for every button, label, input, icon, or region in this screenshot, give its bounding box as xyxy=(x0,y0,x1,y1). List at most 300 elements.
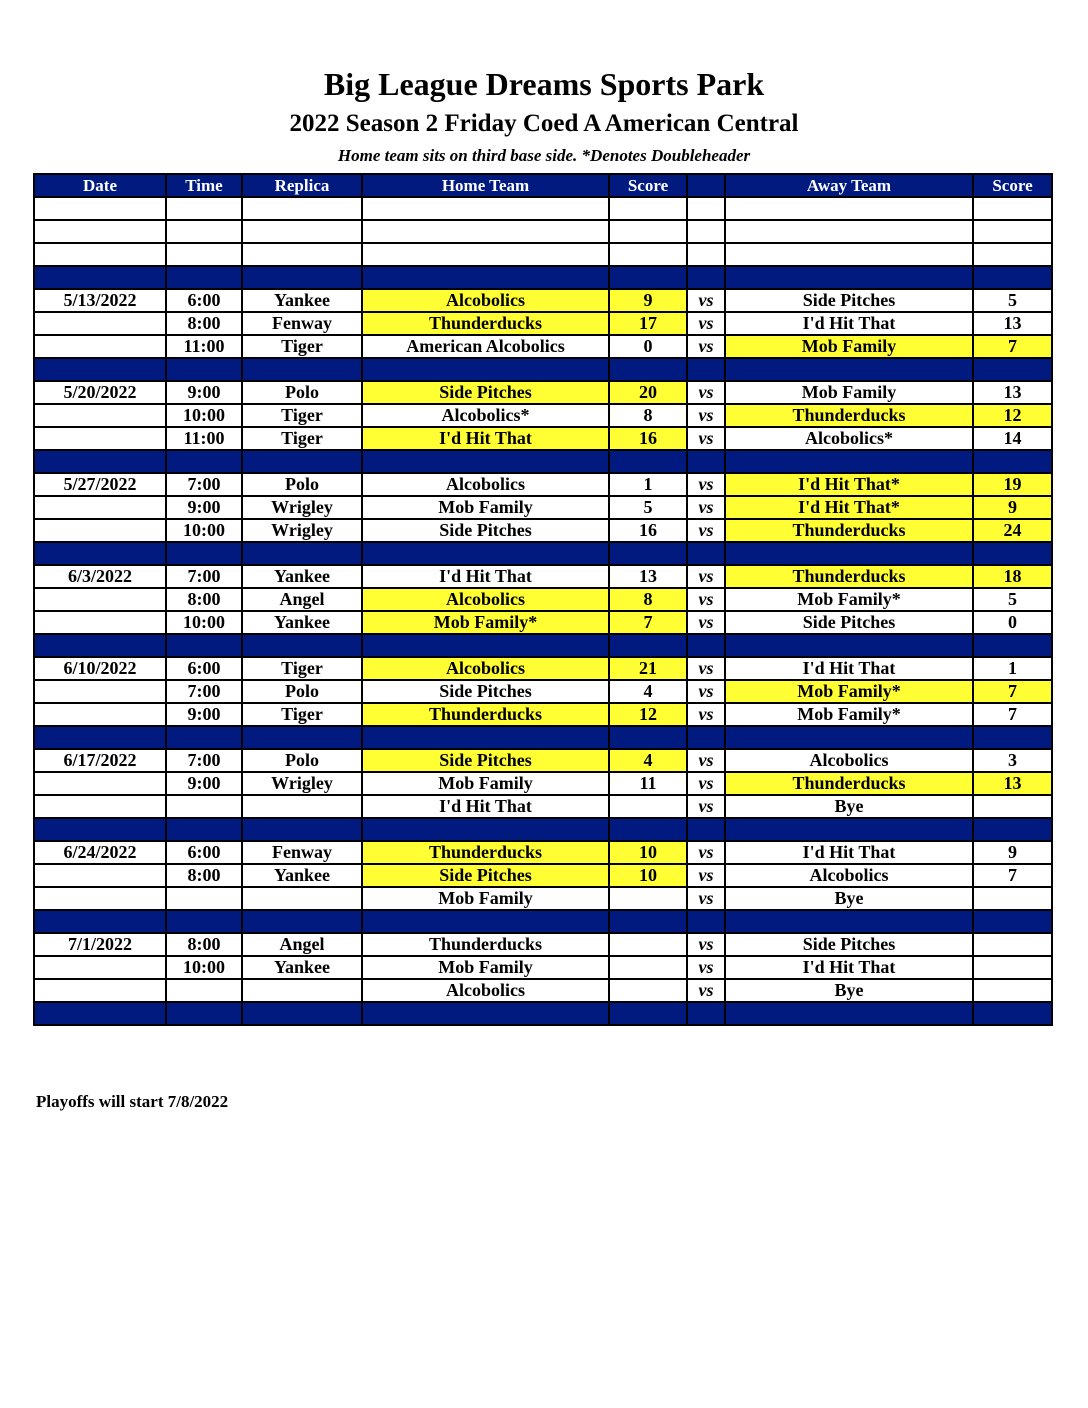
week-separator-row xyxy=(34,450,1052,473)
game-row xyxy=(34,289,1052,312)
date-cell xyxy=(34,1002,166,1025)
away-team-cell: Mob Family* xyxy=(725,680,973,703)
away-team-cell: Thunderducks xyxy=(725,565,973,588)
away-team-cell: I'd Hit That xyxy=(725,312,973,335)
time-cell: 10:00 xyxy=(166,404,242,427)
game-row xyxy=(34,749,1052,772)
away-team-cell: Mob Family xyxy=(725,381,973,404)
schedule-body xyxy=(34,197,1052,1025)
time-cell: 10:00 xyxy=(166,956,242,979)
vs-cell: vs xyxy=(687,795,725,818)
away-score-cell xyxy=(973,450,1052,473)
vs-cell: vs xyxy=(687,519,725,542)
away-team-cell: Alcobolics* xyxy=(725,427,973,450)
vs-cell: vs xyxy=(687,496,725,519)
game-row xyxy=(34,381,1052,404)
home-team-cell: Alcobolics xyxy=(362,657,609,680)
vs-cell xyxy=(687,634,725,657)
replica-cell xyxy=(242,634,362,657)
home-score-cell xyxy=(609,818,687,841)
date-cell xyxy=(34,979,166,1002)
week-separator-row xyxy=(34,634,1052,657)
away-team-cell: I'd Hit That xyxy=(725,956,973,979)
game-row xyxy=(34,887,1052,910)
time-cell xyxy=(166,910,242,933)
vs-cell: vs xyxy=(687,887,725,910)
home-score-cell xyxy=(609,887,687,910)
replica-cell xyxy=(242,220,362,243)
vs-cell: vs xyxy=(687,749,725,772)
home-team-cell: Thunderducks xyxy=(362,703,609,726)
away-score-cell xyxy=(973,634,1052,657)
home-score-cell xyxy=(609,542,687,565)
home-team-cell xyxy=(362,726,609,749)
vs-cell: vs xyxy=(687,703,725,726)
home-team-cell: Side Pitches xyxy=(362,381,609,404)
date-cell xyxy=(34,795,166,818)
replica-cell xyxy=(242,910,362,933)
away-score-cell xyxy=(973,887,1052,910)
home-team-cell xyxy=(362,910,609,933)
home-team-cell: Side Pitches xyxy=(362,680,609,703)
home-score-cell: 10 xyxy=(609,864,687,887)
time-cell: 8:00 xyxy=(166,864,242,887)
vs-cell: vs xyxy=(687,289,725,312)
home-score-cell: 16 xyxy=(609,519,687,542)
game-row xyxy=(34,335,1052,358)
home-score-cell xyxy=(609,726,687,749)
away-score-cell: 7 xyxy=(973,864,1052,887)
time-cell xyxy=(166,1002,242,1025)
replica-cell: Yankee xyxy=(242,565,362,588)
date-cell xyxy=(34,726,166,749)
away-team-cell xyxy=(725,910,973,933)
date-cell xyxy=(34,956,166,979)
home-score-cell: 16 xyxy=(609,427,687,450)
game-row xyxy=(34,588,1052,611)
away-score-cell: 12 xyxy=(973,404,1052,427)
time-cell: 7:00 xyxy=(166,749,242,772)
away-team-cell: Side Pitches xyxy=(725,611,973,634)
away-team-cell: Alcobolics xyxy=(725,749,973,772)
date-cell xyxy=(34,358,166,381)
date-cell xyxy=(34,542,166,565)
home-team-cell: Mob Family xyxy=(362,496,609,519)
vs-cell: vs xyxy=(687,381,725,404)
game-row xyxy=(34,312,1052,335)
away-team-cell xyxy=(725,197,973,220)
home-score-cell xyxy=(609,197,687,220)
away-score-cell xyxy=(973,266,1052,289)
time-cell: 10:00 xyxy=(166,519,242,542)
replica-cell: Fenway xyxy=(242,312,362,335)
away-team-cell: Alcobolics xyxy=(725,864,973,887)
away-score-cell: 9 xyxy=(973,841,1052,864)
game-row xyxy=(34,841,1052,864)
away-team-cell: Thunderducks xyxy=(725,772,973,795)
away-team-cell xyxy=(725,450,973,473)
time-cell: 11:00 xyxy=(166,335,242,358)
date-cell xyxy=(34,634,166,657)
replica-cell: Angel xyxy=(242,588,362,611)
away-score-cell xyxy=(973,542,1052,565)
away-score-cell xyxy=(973,979,1052,1002)
empty-row xyxy=(34,220,1052,243)
time-cell: 9:00 xyxy=(166,496,242,519)
vs-cell xyxy=(687,450,725,473)
home-score-cell: 12 xyxy=(609,703,687,726)
home-score-cell: 4 xyxy=(609,680,687,703)
away-score-cell xyxy=(973,956,1052,979)
replica-cell: Angel xyxy=(242,933,362,956)
away-score-cell: 13 xyxy=(973,312,1052,335)
vs-cell: vs xyxy=(687,404,725,427)
home-score-cell: 4 xyxy=(609,749,687,772)
home-team-cell xyxy=(362,450,609,473)
time-cell: 6:00 xyxy=(166,289,242,312)
away-team-cell xyxy=(725,1002,973,1025)
game-row xyxy=(34,979,1052,1002)
vs-cell: vs xyxy=(687,772,725,795)
date-cell: 6/24/2022 xyxy=(34,841,166,864)
home-team-cell: Side Pitches xyxy=(362,864,609,887)
home-team-cell: Mob Family xyxy=(362,772,609,795)
vs-cell xyxy=(687,220,725,243)
home-score-cell: 8 xyxy=(609,404,687,427)
replica-cell xyxy=(242,243,362,266)
home-score-cell: 1 xyxy=(609,473,687,496)
replica-cell: Polo xyxy=(242,749,362,772)
time-cell: 9:00 xyxy=(166,381,242,404)
date-cell xyxy=(34,519,166,542)
time-cell: 6:00 xyxy=(166,841,242,864)
home-team-cell xyxy=(362,1002,609,1025)
away-score-cell xyxy=(973,910,1052,933)
away-team-cell xyxy=(725,726,973,749)
date-cell xyxy=(34,335,166,358)
home-team-cell: Alcobolics xyxy=(362,588,609,611)
vs-cell xyxy=(687,818,725,841)
home-score-cell xyxy=(609,910,687,933)
home-score-cell xyxy=(609,956,687,979)
away-team-cell: Thunderducks xyxy=(725,404,973,427)
time-cell: 9:00 xyxy=(166,772,242,795)
vs-cell: vs xyxy=(687,611,725,634)
week-separator-row xyxy=(34,910,1052,933)
date-cell xyxy=(34,772,166,795)
home-team-cell: Mob Family* xyxy=(362,611,609,634)
time-cell: 8:00 xyxy=(166,588,242,611)
away-team-cell: Thunderducks xyxy=(725,519,973,542)
replica-cell: Polo xyxy=(242,473,362,496)
empty-row xyxy=(34,197,1052,220)
game-row xyxy=(34,404,1052,427)
home-score-cell: 20 xyxy=(609,381,687,404)
away-team-cell xyxy=(725,266,973,289)
date-cell xyxy=(34,818,166,841)
replica-cell: Wrigley xyxy=(242,496,362,519)
vs-cell xyxy=(687,910,725,933)
away-score-cell: 7 xyxy=(973,335,1052,358)
vs-cell xyxy=(687,197,725,220)
playoffs-note: Playoffs will start 7/8/2022 xyxy=(36,1092,229,1111)
away-score-cell: 3 xyxy=(973,749,1052,772)
game-row xyxy=(34,657,1052,680)
time-cell: 11:00 xyxy=(166,427,242,450)
date-cell xyxy=(34,220,166,243)
game-row xyxy=(34,611,1052,634)
home-score-cell xyxy=(609,220,687,243)
home-team-cell: Mob Family xyxy=(362,887,609,910)
home-team-cell xyxy=(362,197,609,220)
away-team-cell: I'd Hit That* xyxy=(725,496,973,519)
game-row xyxy=(34,519,1052,542)
replica-cell: Yankee xyxy=(242,864,362,887)
home-team-cell xyxy=(362,266,609,289)
week-separator-row xyxy=(34,1002,1052,1025)
vs-cell: vs xyxy=(687,956,725,979)
home-score-cell xyxy=(609,243,687,266)
game-row xyxy=(34,496,1052,519)
vs-cell xyxy=(687,726,725,749)
away-score-cell: 24 xyxy=(973,519,1052,542)
away-score-cell: 1 xyxy=(973,657,1052,680)
home-score-cell xyxy=(609,795,687,818)
home-team-cell: American Alcobolics xyxy=(362,335,609,358)
date-cell xyxy=(34,427,166,450)
away-score-cell xyxy=(973,243,1052,266)
home-team-cell xyxy=(362,634,609,657)
replica-cell xyxy=(242,266,362,289)
away-score-cell: 9 xyxy=(973,496,1052,519)
away-score-cell xyxy=(973,726,1052,749)
page-subtitle: 2022 Season 2 Friday Coed A American Central xyxy=(289,110,799,137)
home-score-cell xyxy=(609,266,687,289)
replica-cell: Tiger xyxy=(242,657,362,680)
home-team-cell: Side Pitches xyxy=(362,749,609,772)
away-team-cell xyxy=(725,542,973,565)
replica-cell: Tiger xyxy=(242,404,362,427)
time-cell xyxy=(166,450,242,473)
replica-cell xyxy=(242,358,362,381)
home-score-cell xyxy=(609,979,687,1002)
vs-cell xyxy=(687,358,725,381)
vs-cell: vs xyxy=(687,565,725,588)
game-row xyxy=(34,565,1052,588)
replica-cell: Yankee xyxy=(242,956,362,979)
replica-cell: Tiger xyxy=(242,335,362,358)
away-score-cell xyxy=(973,795,1052,818)
week-separator-row xyxy=(34,358,1052,381)
home-score-cell xyxy=(609,634,687,657)
week-separator-row xyxy=(34,726,1052,749)
home-team-cell xyxy=(362,818,609,841)
vs-cell xyxy=(687,542,725,565)
date-cell xyxy=(34,266,166,289)
home-team-cell xyxy=(362,243,609,266)
home-team-cell: Alcobolics* xyxy=(362,404,609,427)
time-cell xyxy=(166,542,242,565)
vs-cell: vs xyxy=(687,864,725,887)
date-cell: 5/13/2022 xyxy=(34,289,166,312)
home-score-cell: 10 xyxy=(609,841,687,864)
vs-cell: vs xyxy=(687,841,725,864)
away-team-cell: Mob Family* xyxy=(725,703,973,726)
game-row xyxy=(34,427,1052,450)
week-separator-row xyxy=(34,542,1052,565)
replica-cell: Polo xyxy=(242,381,362,404)
home-team-cell xyxy=(362,220,609,243)
date-cell: 6/3/2022 xyxy=(34,565,166,588)
home-score-cell xyxy=(609,933,687,956)
date-cell xyxy=(34,450,166,473)
date-cell xyxy=(34,864,166,887)
vs-cell: vs xyxy=(687,427,725,450)
replica-cell xyxy=(242,450,362,473)
away-team-cell xyxy=(725,243,973,266)
home-score-cell: 8 xyxy=(609,588,687,611)
home-team-cell: Mob Family xyxy=(362,956,609,979)
time-cell: 6:00 xyxy=(166,657,242,680)
vs-cell: vs xyxy=(687,657,725,680)
away-score-cell: 0 xyxy=(973,611,1052,634)
home-team-cell: I'd Hit That xyxy=(362,795,609,818)
away-score-cell: 19 xyxy=(973,473,1052,496)
replica-cell xyxy=(242,979,362,1002)
col-header-home-team: Home Team xyxy=(362,174,609,197)
time-cell xyxy=(166,887,242,910)
vs-cell: vs xyxy=(687,933,725,956)
date-cell xyxy=(34,588,166,611)
time-cell xyxy=(166,266,242,289)
replica-cell xyxy=(242,887,362,910)
game-row xyxy=(34,933,1052,956)
game-row xyxy=(34,956,1052,979)
date-cell: 6/17/2022 xyxy=(34,749,166,772)
home-team-cell: Side Pitches xyxy=(362,519,609,542)
home-team-cell: I'd Hit That xyxy=(362,565,609,588)
replica-cell: Wrigley xyxy=(242,772,362,795)
vs-cell: vs xyxy=(687,680,725,703)
away-score-cell xyxy=(973,220,1052,243)
away-team-cell: Bye xyxy=(725,979,973,1002)
replica-cell xyxy=(242,818,362,841)
game-row xyxy=(34,680,1052,703)
home-score-cell: 13 xyxy=(609,565,687,588)
time-cell xyxy=(166,197,242,220)
game-row xyxy=(34,703,1052,726)
date-cell xyxy=(34,243,166,266)
vs-cell xyxy=(687,266,725,289)
col-header-away-team: Away Team xyxy=(725,174,973,197)
vs-cell: vs xyxy=(687,979,725,1002)
away-team-cell: Bye xyxy=(725,795,973,818)
game-row xyxy=(34,864,1052,887)
away-score-cell xyxy=(973,197,1052,220)
date-cell xyxy=(34,703,166,726)
time-cell xyxy=(166,818,242,841)
home-score-cell: 7 xyxy=(609,611,687,634)
home-score-cell xyxy=(609,1002,687,1025)
home-team-cell: Thunderducks xyxy=(362,312,609,335)
time-cell xyxy=(166,220,242,243)
date-cell xyxy=(34,312,166,335)
home-score-cell: 21 xyxy=(609,657,687,680)
page-note: Home team sits on third base side. *Denotes Doubleheader xyxy=(337,146,751,165)
home-score-cell: 5 xyxy=(609,496,687,519)
col-header-home-score: Score xyxy=(609,174,687,197)
home-score-cell: 9 xyxy=(609,289,687,312)
away-team-cell: Side Pitches xyxy=(725,289,973,312)
replica-cell xyxy=(242,1002,362,1025)
away-score-cell: 14 xyxy=(973,427,1052,450)
home-team-cell: Thunderducks xyxy=(362,933,609,956)
away-team-cell: I'd Hit That* xyxy=(725,473,973,496)
replica-cell xyxy=(242,542,362,565)
vs-cell: vs xyxy=(687,588,725,611)
away-team-cell xyxy=(725,220,973,243)
col-header-replica: Replica xyxy=(242,174,362,197)
away-score-cell: 18 xyxy=(973,565,1052,588)
time-cell xyxy=(166,358,242,381)
date-cell xyxy=(34,680,166,703)
vs-cell: vs xyxy=(687,312,725,335)
away-team-cell xyxy=(725,818,973,841)
time-cell xyxy=(166,634,242,657)
col-header-away-score: Score xyxy=(973,174,1052,197)
home-score-cell: 17 xyxy=(609,312,687,335)
replica-cell xyxy=(242,726,362,749)
time-cell xyxy=(166,795,242,818)
replica-cell: Yankee xyxy=(242,611,362,634)
time-cell: 8:00 xyxy=(166,933,242,956)
date-cell xyxy=(34,197,166,220)
replica-cell xyxy=(242,795,362,818)
col-header-vs xyxy=(687,174,725,197)
date-cell xyxy=(34,887,166,910)
date-cell xyxy=(34,611,166,634)
away-team-cell: I'd Hit That xyxy=(725,841,973,864)
time-cell: 8:00 xyxy=(166,312,242,335)
time-cell xyxy=(166,243,242,266)
date-cell xyxy=(34,910,166,933)
home-score-cell: 0 xyxy=(609,335,687,358)
date-cell: 5/20/2022 xyxy=(34,381,166,404)
home-score-cell xyxy=(609,450,687,473)
away-team-cell: Side Pitches xyxy=(725,933,973,956)
col-header-date: Date xyxy=(34,174,166,197)
replica-cell xyxy=(242,197,362,220)
away-team-cell xyxy=(725,634,973,657)
time-cell: 7:00 xyxy=(166,680,242,703)
time-cell: 10:00 xyxy=(166,611,242,634)
game-row xyxy=(34,795,1052,818)
away-score-cell xyxy=(973,358,1052,381)
game-row xyxy=(34,772,1052,795)
away-score-cell: 7 xyxy=(973,703,1052,726)
time-cell: 9:00 xyxy=(166,703,242,726)
time-cell xyxy=(166,726,242,749)
replica-cell: Polo xyxy=(242,680,362,703)
empty-row xyxy=(34,243,1052,266)
vs-cell: vs xyxy=(687,473,725,496)
game-row xyxy=(34,473,1052,496)
time-cell xyxy=(166,979,242,1002)
date-cell: 5/27/2022 xyxy=(34,473,166,496)
vs-cell xyxy=(687,243,725,266)
home-team-cell xyxy=(362,542,609,565)
date-cell: 6/10/2022 xyxy=(34,657,166,680)
